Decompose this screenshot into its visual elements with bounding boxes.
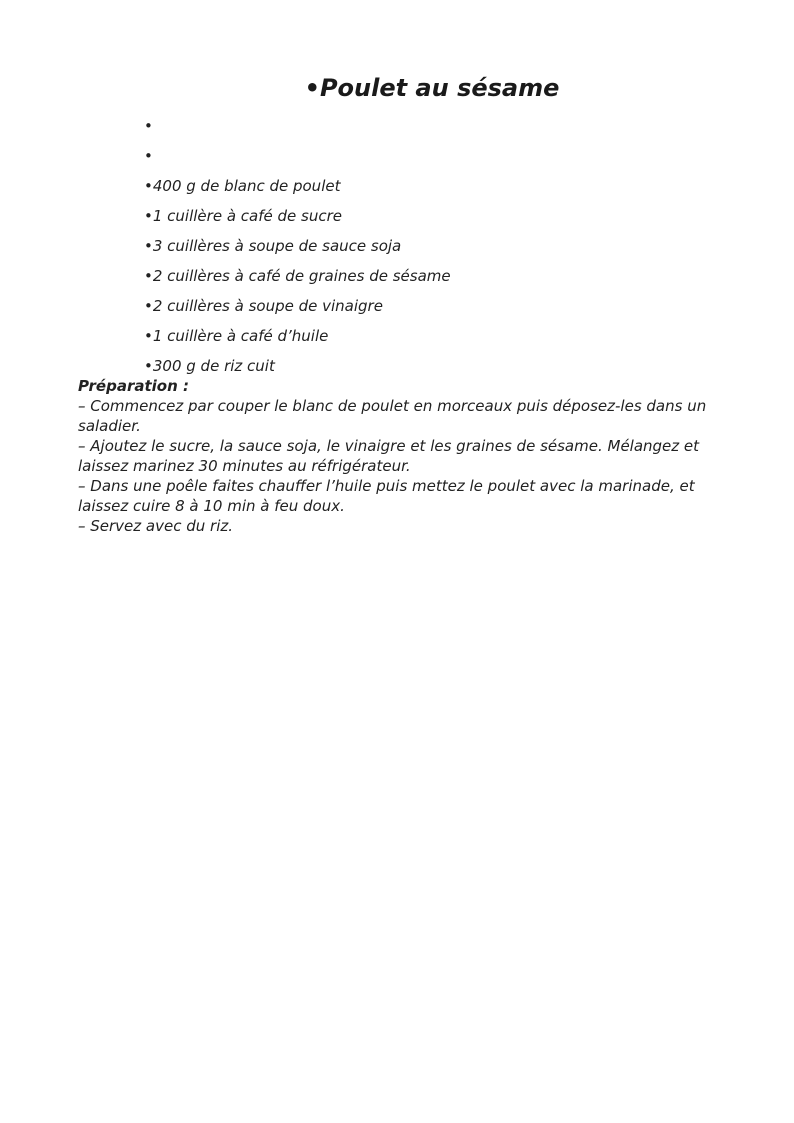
ingredient-bullet: •	[144, 357, 153, 375]
ingredients-list	[144, 116, 451, 386]
ingredient-item	[144, 326, 451, 356]
ingredient-bullet: •	[144, 117, 153, 135]
ingredient-text: 1 cuillère à café de sucre	[152, 207, 342, 225]
ingredient-text: 2 cuillères à soupe de vinaigre	[152, 297, 383, 315]
recipe-title-text: Poulet au sésame	[319, 74, 560, 102]
recipe-title	[0, 72, 794, 104]
ingredient-text: 1 cuillère à café d’huile	[152, 327, 329, 345]
ingredient-text: 3 cuillères à soupe de sauce soja	[152, 237, 402, 255]
ingredient-bullet: •	[144, 237, 153, 255]
ingredient-text: 400 g de blanc de poulet	[152, 177, 341, 195]
ingredient-bullet: •	[144, 327, 153, 345]
ingredient-bullet: •	[144, 297, 153, 315]
ingredient-item	[144, 266, 451, 296]
ingredient-item	[144, 236, 451, 266]
ingredient-bullet: •	[144, 267, 153, 285]
ingredient-item	[144, 206, 451, 236]
ingredient-text: 2 cuillères à café de graines de sésame	[152, 267, 451, 285]
ingredient-text: 300 g de riz cuit	[152, 357, 275, 375]
preparation-heading: Préparation :	[78, 377, 189, 395]
ingredient-bullet: •	[144, 207, 153, 225]
ingredient-bullet: •	[144, 147, 153, 165]
ingredient-item	[144, 116, 451, 146]
preparation-step: – Dans une poêle faites chauffer l’huile puis mettez le poulet avec la marinade, et laissez cuire 8 à 10 min à feu doux.	[78, 477, 695, 515]
preparation-step: – Commencez par couper le blanc de poulet en morceaux puis déposez-les dans un saladier.	[78, 397, 707, 435]
ingredient-bullet: •	[144, 177, 153, 195]
title-bullet: •	[304, 74, 320, 102]
ingredient-item	[144, 176, 451, 206]
preparation-step: – Ajoutez le sucre, la sauce soja, le vinaigre et les graines de sésame. Mélangez et laissez marinez 30 minutes au réfrigérateur.	[78, 437, 700, 475]
ingredient-item	[144, 146, 451, 176]
preparation-step: – Servez avec du riz.	[78, 517, 234, 535]
preparation-section	[78, 376, 718, 536]
ingredient-item	[144, 296, 451, 326]
